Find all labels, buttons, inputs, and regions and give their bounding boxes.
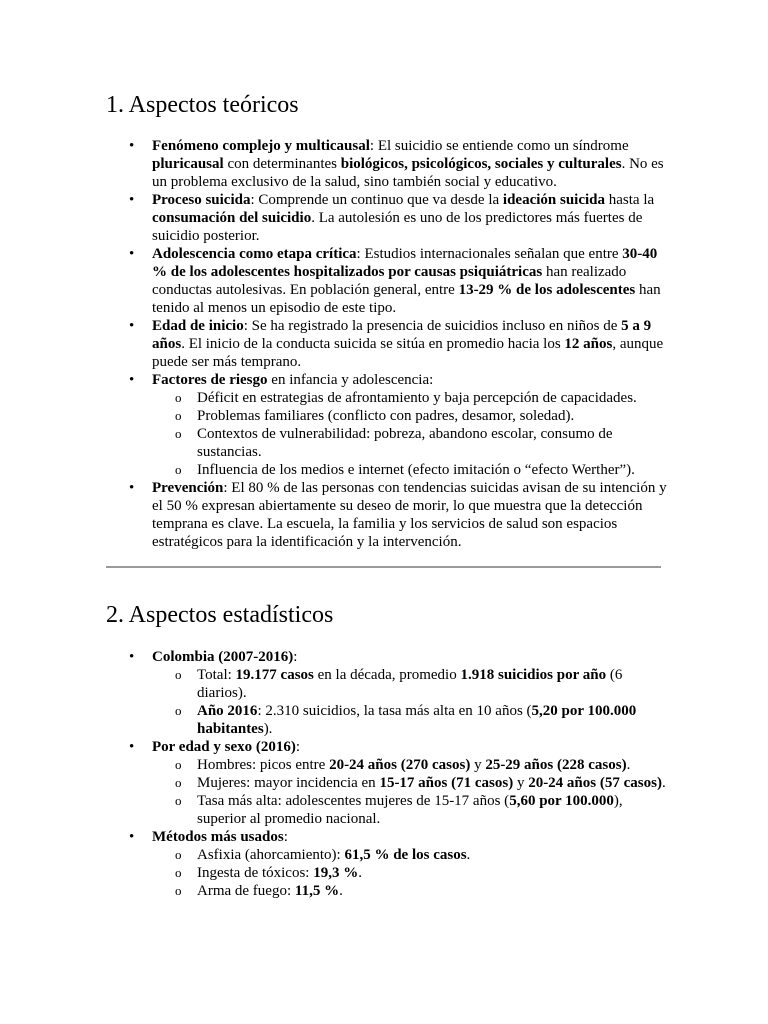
- sub-list-item: o Tasa más alta: adolescentes mujeres de 15-17 años (5,60 por 100.000), superior al promedio nacional.: [197, 792, 667, 828]
- list-item: • Factores de riesgo en infancia y adolescencia: o Déficit en estrategias de afrontamiento y baja percepción de capacidades. o Problemas familiares (conflicto con padres, desamor, soledad). o Contextos de vulnerabilidad: pobreza, abandono escolar, consumo de sustancias. o Influencia de los medios e internet (efecto imitación o “efecto Werther”).: [152, 371, 667, 479]
- sub-list-item: o Problemas familiares (conflicto con padres, desamor, soledad).: [197, 407, 667, 425]
- list-item: • Métodos más usados: o Asfixia (ahorcamiento): 61,5 % de los casos. o Ingesta de tóxicos: 19,3 %. o Arma de fuego: 11,5 %.: [152, 828, 667, 900]
- sub-list-item: o Asfixia (ahorcamiento): 61,5 % de los casos.: [197, 846, 667, 864]
- colombia-sublist: [152, 666, 667, 738]
- sub-list-item: o Ingesta de tóxicos: 19,3 %.: [197, 864, 667, 882]
- sub-list-item: o Arma de fuego: 11,5 %.: [197, 882, 667, 900]
- section-divider: [106, 566, 661, 568]
- sub-list-item: o Déficit en estrategias de afrontamiento y baja percepción de capacidades.: [197, 389, 667, 407]
- list-item: • Proceso suicida: Comprende un continuo que va desde la ideación suicida hasta la consumación del suicidio. La autolesión es uno de los predictores más fuertes de suicidio posterior.: [152, 191, 667, 245]
- section-heading-theory: 1. Aspectos teóricos: [106, 92, 299, 118]
- sub-list-item: o Hombres: picos entre 20-24 años (270 casos) y 25-29 años (228 casos).: [197, 756, 667, 774]
- statistics-list: [152, 648, 667, 900]
- sub-list-item: o Influencia de los medios e internet (efecto imitación o “efecto Werther”).: [197, 461, 667, 479]
- section-heading-statistics: 2. Aspectos estadísticos: [106, 602, 334, 628]
- list-item: • Adolescencia como etapa crítica: Estudios internacionales señalan que entre 30-40 % de los adolescentes hospitalizados por causas psiquiátricas han realizado conductas autolesivas. En población general, entre 13-29 % de los adolescentes han tenido al menos un episodio de este tipo.: [152, 245, 667, 317]
- list-item: • Colombia (2007-2016): o Total: 19.177 casos en la década, promedio 1.918 suicidios por año (6 diarios). o Año 2016: 2.310 suicidios, la tasa más alta en 10 años (5,20 por 100.000 habitantes).: [152, 648, 667, 738]
- sub-list-item: o Año 2016: 2.310 suicidios, la tasa más alta en 10 años (5,20 por 100.000 habitantes).: [197, 702, 667, 738]
- list-item: • Por edad y sexo (2016): o Hombres: picos entre 20-24 años (270 casos) y 25-29 años (228 casos). o Mujeres: mayor incidencia en 15-17 años (71 casos) y 20-24 años (57 casos). o Tasa más alta: adolescentes mujeres de 15-17 años (5,60 por 100.000), superior al promedio nacional.: [152, 738, 667, 828]
- sub-list-item: o Contextos de vulnerabilidad: pobreza, abandono escolar, consumo de sustancias.: [197, 425, 667, 461]
- list-item: • Prevención: El 80 % de las personas con tendencias suicidas avisan de su intención y el 50 % expresan abiertamente su deseo de morir, lo que muestra que la detección temprana es clave. La escuela, la familia y los servicios de salud son espacios estratégicos para la identificación y la intervención.: [152, 479, 667, 551]
- list-item: • Fenómeno complejo y multicausal: El suicidio se entiende como un síndrome pluricausal con determinantes biológicos, psicológicos, sociales y culturales. No es un problema exclusivo de la salud, sino también social y educativo.: [152, 137, 667, 191]
- sub-list-item: o Total: 19.177 casos en la década, promedio 1.918 suicidios por año (6 diarios).: [197, 666, 667, 702]
- risk-factors-sublist: [152, 389, 667, 479]
- methods-sublist: [152, 846, 667, 900]
- sub-list-item: o Mujeres: mayor incidencia en 15-17 años (71 casos) y 20-24 años (57 casos).: [197, 774, 667, 792]
- age-sex-sublist: [152, 756, 667, 828]
- theory-list: [152, 137, 667, 551]
- list-item: • Edad de inicio: Se ha registrado la presencia de suicidios incluso en niños de 5 a 9 años. El inicio de la conducta suicida se sitúa en promedio hacia los 12 años, aunque puede ser más temprano.: [152, 317, 667, 371]
